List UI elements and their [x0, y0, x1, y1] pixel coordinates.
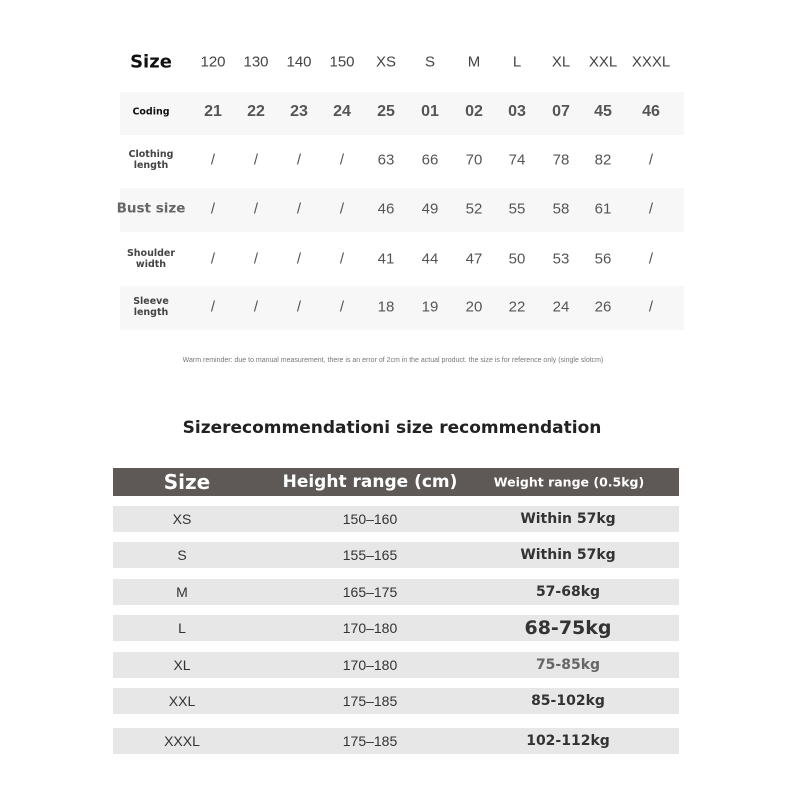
table-cell: 41: [377, 250, 395, 268]
table-cell: 74: [508, 151, 526, 169]
table-cell: 50: [508, 250, 526, 268]
table-cell: 25: [377, 103, 395, 120]
table-cell: /: [648, 200, 654, 218]
weight-cell: 75-85kg: [535, 657, 601, 673]
table-cell: /: [296, 298, 302, 316]
size-column-header: L: [512, 53, 522, 71]
table-cell: 78: [552, 151, 570, 169]
table-cell: 46: [642, 103, 660, 120]
height-cell: 175–185: [342, 733, 398, 749]
size-column-header: XS: [375, 53, 397, 71]
table-cell: 01: [421, 103, 439, 120]
table-cell: 02: [465, 103, 483, 120]
table-cell: /: [339, 250, 345, 268]
height-cell: 165–175: [342, 584, 398, 600]
size-column-header: S: [424, 53, 436, 71]
table-cell: /: [339, 200, 345, 218]
header-height-range: Height range (cm): [282, 472, 458, 492]
weight-cell: 57-68kg: [535, 584, 601, 600]
row-label: Coding: [132, 106, 170, 118]
size-column-header: XXL: [588, 53, 618, 71]
table-cell: 24: [333, 103, 351, 120]
table-cell: /: [253, 250, 259, 268]
table-cell: 07: [552, 103, 570, 120]
table-cell: 82: [594, 151, 612, 169]
table-cell: 61: [594, 200, 612, 218]
size-header-label: Size: [130, 51, 172, 73]
table-cell: /: [648, 151, 654, 169]
table-cell: 20: [465, 298, 483, 316]
table-cell: 49: [421, 200, 439, 218]
table-cell: 70: [465, 151, 483, 169]
header-weight-range: Weight range (0.5kg): [493, 474, 645, 490]
size-column-header: XL: [551, 53, 571, 71]
size-cell: XXXL: [164, 733, 200, 749]
table-cell: /: [648, 250, 654, 268]
weight-cell: 85-102kg: [531, 693, 605, 709]
table-cell: /: [296, 200, 302, 218]
row-label: Sleeve length: [133, 296, 169, 318]
table-cell: 24: [552, 298, 570, 316]
header-size: Size: [163, 470, 211, 494]
table-cell: 52: [465, 200, 483, 218]
size-cell: XXL: [168, 693, 196, 709]
size-cell: L: [178, 620, 186, 636]
table-cell: /: [296, 151, 302, 169]
size-column-header: M: [467, 53, 481, 71]
table-cell: /: [648, 298, 654, 316]
size-cell: XS: [172, 511, 192, 527]
table-cell: 45: [594, 103, 612, 120]
warm-reminder-note: Warm reminder: due to manual measurement, there is an error of 2cm in the actual product. the size is for reference only (single slotcm): [182, 357, 604, 364]
table-cell: 22: [247, 103, 265, 120]
table-cell: 18: [377, 298, 395, 316]
row-label: Shoulder width: [126, 248, 176, 270]
table-cell: 47: [465, 250, 483, 268]
row-label: Bust size: [116, 200, 186, 217]
weight-cell: 102-112kg: [526, 733, 610, 749]
weight-cell: Within 57kg: [520, 511, 616, 527]
size-column-header: 130: [243, 53, 269, 71]
row-label: Clothing length: [128, 149, 174, 171]
table-cell: /: [210, 200, 216, 218]
table-cell: 53: [552, 250, 570, 268]
table-cell: /: [253, 298, 259, 316]
size-column-header: XXXL: [631, 53, 671, 71]
table-cell: /: [210, 298, 216, 316]
table-cell: 22: [508, 298, 526, 316]
recommendation-title: Sizerecommendationi size recommendation: [182, 418, 602, 438]
height-cell: 170–180: [342, 657, 398, 673]
size-column-header: 150: [329, 53, 355, 71]
table-cell: 66: [421, 151, 439, 169]
table-cell: 03: [508, 103, 526, 120]
size-cell: S: [177, 547, 187, 563]
table-cell: 44: [421, 250, 439, 268]
table-cell: /: [339, 151, 345, 169]
table-cell: 58: [552, 200, 570, 218]
table-cell: 23: [290, 103, 308, 120]
size-cell: M: [176, 584, 188, 600]
table-cell: 46: [377, 200, 395, 218]
height-cell: 170–180: [342, 620, 398, 636]
table-cell: /: [210, 250, 216, 268]
height-cell: 155–165: [342, 547, 398, 563]
weight-cell: 68-75kg: [524, 617, 612, 639]
table-cell: /: [210, 151, 216, 169]
table-cell: /: [253, 200, 259, 218]
table-cell: /: [296, 250, 302, 268]
size-column-header: 120: [200, 53, 226, 71]
table-cell: 26: [594, 298, 612, 316]
table-cell: 56: [594, 250, 612, 268]
weight-cell: Within 57kg: [520, 547, 616, 563]
table-cell: /: [253, 151, 259, 169]
table-cell: 21: [204, 103, 222, 120]
size-column-header: 140: [286, 53, 312, 71]
table-cell: 63: [377, 151, 395, 169]
table-cell: 19: [421, 298, 439, 316]
height-cell: 175–185: [342, 693, 398, 709]
size-cell: XL: [173, 657, 191, 673]
height-cell: 150–160: [342, 511, 398, 527]
table-cell: /: [339, 298, 345, 316]
table-cell: 55: [508, 200, 526, 218]
